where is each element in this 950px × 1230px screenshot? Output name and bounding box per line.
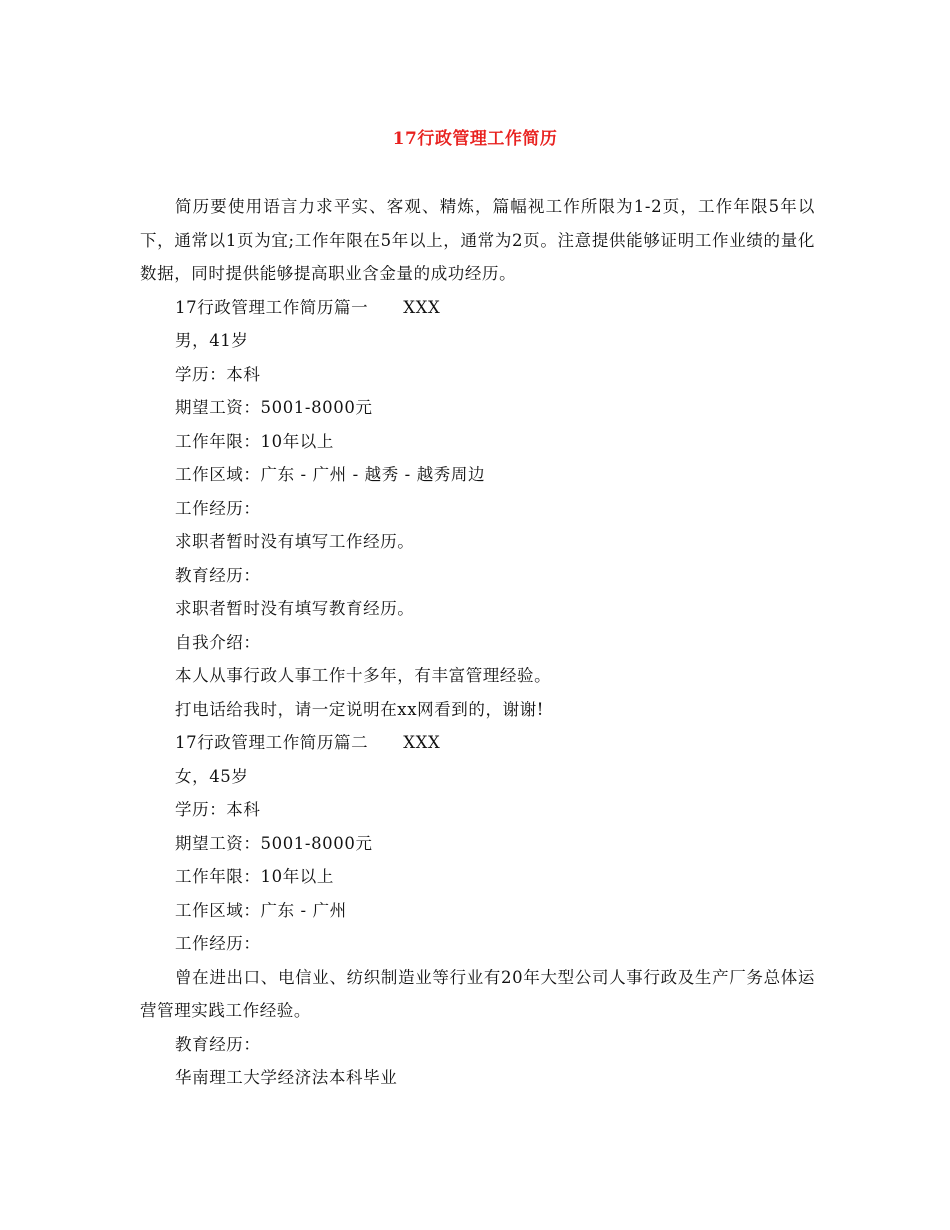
resume-2-education-label: 教育经历：: [175, 1034, 261, 1054]
intro-paragraph: 简历要使用语言力求平实、客观、精炼，篇幅视工作所限为1-2页，工作年限5年以下，通常以1页为宜;工作年限在5年以上，通常为2页。注意提供能够证明工作业绩的量化数据，同时提供能够提高职业含金量的成功经历。: [140, 197, 815, 283]
document-title: 17行政管理工作简历: [392, 129, 558, 149]
resume-1-contact-note: 打电话给我时，请一定说明在xx网看到的，谢谢!: [175, 699, 545, 719]
resume-2-experience-text: 曾在进出口、电信业、纺织制造业等行业有20年大型公司人事行政及生产厂务总体运营管理实践工作经验。: [140, 967, 815, 1020]
resume-1-gender-age: 男，41岁: [175, 331, 249, 350]
document-body: [140, 190, 815, 1095]
resume-1-experience-text: 求职者暂时没有填写工作经历。: [175, 532, 415, 551]
resume-2-work-area: 工作区域：广东 - 广州: [175, 900, 347, 920]
resume-1-intro-text: 本人从事行政人事工作十多年，有丰富管理经验。: [175, 666, 552, 685]
resume-2-education-level: 学历：本科: [175, 800, 261, 819]
resume-2-expected-salary: 期望工资：5001-8000元: [175, 833, 373, 853]
resume-2-gender-age: 女，45岁: [175, 766, 249, 786]
resume-1-education-level: 学历：本科: [175, 364, 261, 384]
resume-1-expected-salary: 期望工资：5001-8000元: [175, 398, 373, 417]
resume-1-education-label: 教育经历：: [175, 565, 261, 585]
resume-1-experience-label: 工作经历：: [175, 498, 261, 518]
resume-1-work-area: 工作区域：广东 - 广州 - 越秀 - 越秀周边: [175, 465, 486, 484]
resume-1-heading: 17行政管理工作简历篇一 XXX: [175, 297, 441, 317]
resume-2-heading: 17行政管理工作简历篇二 XXX: [175, 733, 441, 752]
resume-1-work-years: 工作年限：10年以上: [175, 431, 334, 451]
resume-2-education-text: 华南理工大学经济法本科毕业: [175, 1068, 398, 1087]
resume-2-experience-label: 工作经历：: [175, 934, 261, 953]
resume-2-work-years: 工作年限：10年以上: [175, 867, 334, 886]
resume-1-intro-label: 自我介绍：: [175, 632, 261, 652]
resume-1-education-text: 求职者暂时没有填写教育经历。: [175, 599, 415, 618]
